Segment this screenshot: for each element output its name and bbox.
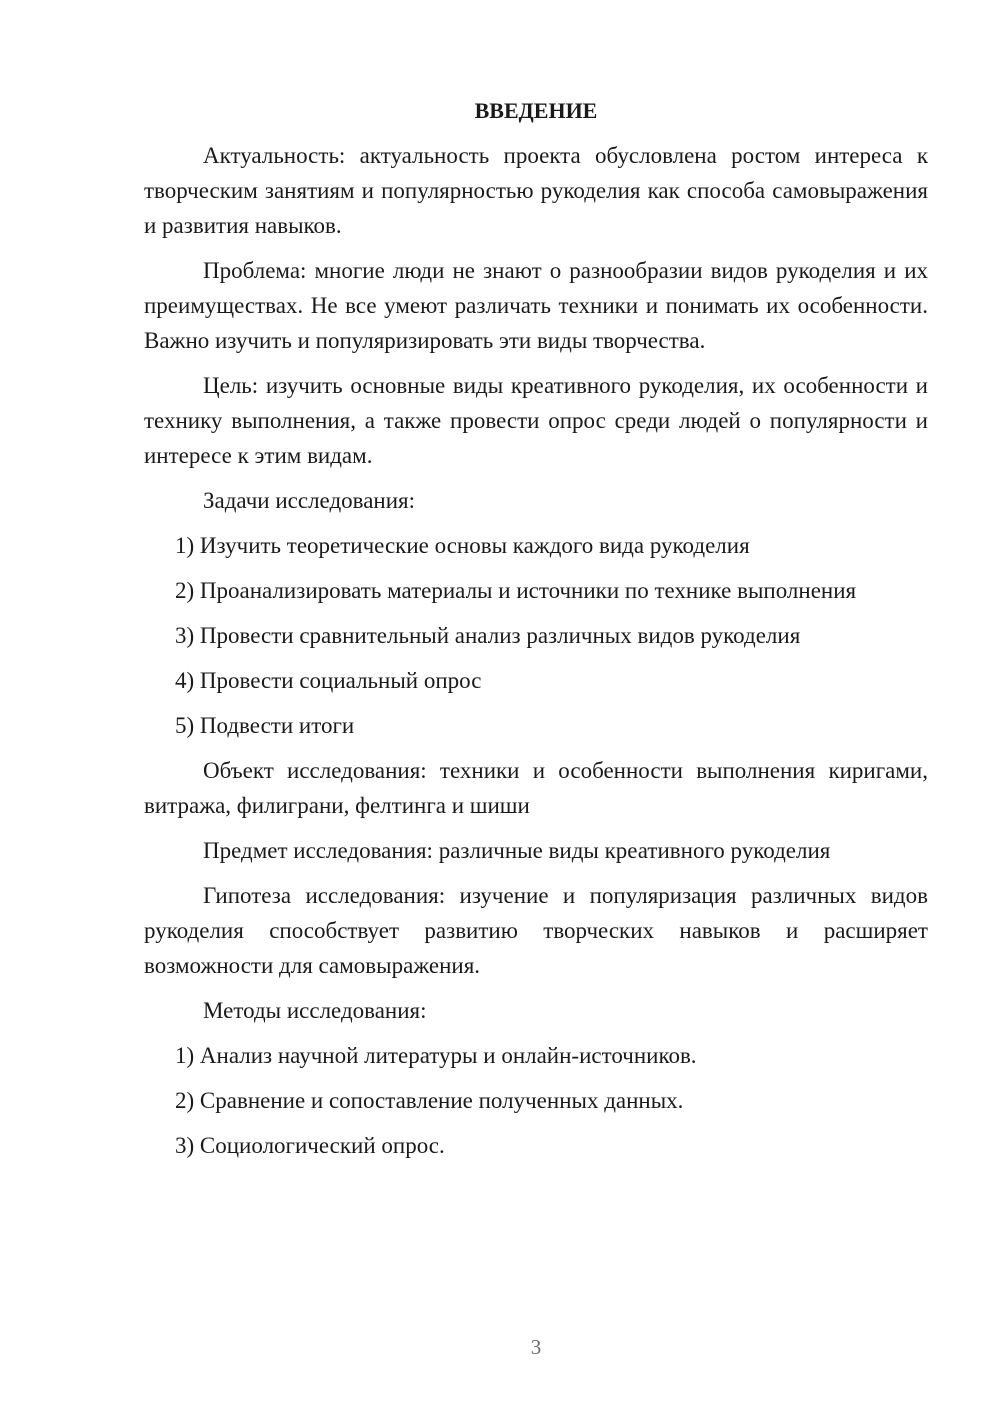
page-number: 3 (530, 1335, 542, 1359)
goal-paragraph: Цель: изучить основные виды креативного рукоделия, их особенности и технику выполнения, а также провести опрос среди людей о популярности и интересе к этим видам. (144, 373, 928, 468)
tasks-heading: Задачи исследования: (203, 488, 416, 513)
task-item: 1) Изучить теоретические основы каждого вида рукоделия (175, 533, 750, 558)
page-content (144, 93, 928, 1163)
method-item: 3) Социологический опрос. (175, 1133, 445, 1158)
task-item: 5) Подвести итоги (175, 713, 355, 738)
task-item: 4) Провести социальный опрос (175, 668, 482, 693)
relevance-paragraph: Актуальность: актуальность проекта обусловлена ростом интереса к творческим занятиям и популярностью рукоделия как способа самовыражения и развития навыков. (144, 143, 928, 238)
hypothesis-paragraph: Гипотеза исследования: изучение и популяризация различных видов рукоделия способствует развитию творческих навыков и расширяет возможности для самовыражения. (144, 883, 928, 978)
task-item: 3) Провести сравнительный анализ различных видов рукоделия (175, 623, 801, 648)
method-item: 1) Анализ научной литературы и онлайн-источников. (175, 1043, 697, 1068)
object-paragraph: Объект исследования: техники и особенности выполнения киригами, витража, филиграни, фелтинга и шиши (144, 758, 928, 818)
subject-paragraph: Предмет исследования: различные виды креативного рукоделия (203, 838, 831, 863)
task-item: 2) Проанализировать материалы и источники по технике выполнения (175, 578, 857, 603)
tasks-list (144, 528, 928, 743)
methods-list (144, 1038, 928, 1163)
method-item: 2) Сравнение и сопоставление полученных данных. (175, 1088, 684, 1113)
problem-paragraph: Проблема: многие люди не знают о разнообразии видов рукоделия и их преимуществах. Не все умеют различать техники и понимать их особенности. Важно изучить и популяризировать эти виды творчества. (144, 258, 928, 353)
methods-heading: Методы исследования: (203, 998, 427, 1023)
section-title: ВВЕДЕНИЕ (474, 98, 598, 123)
